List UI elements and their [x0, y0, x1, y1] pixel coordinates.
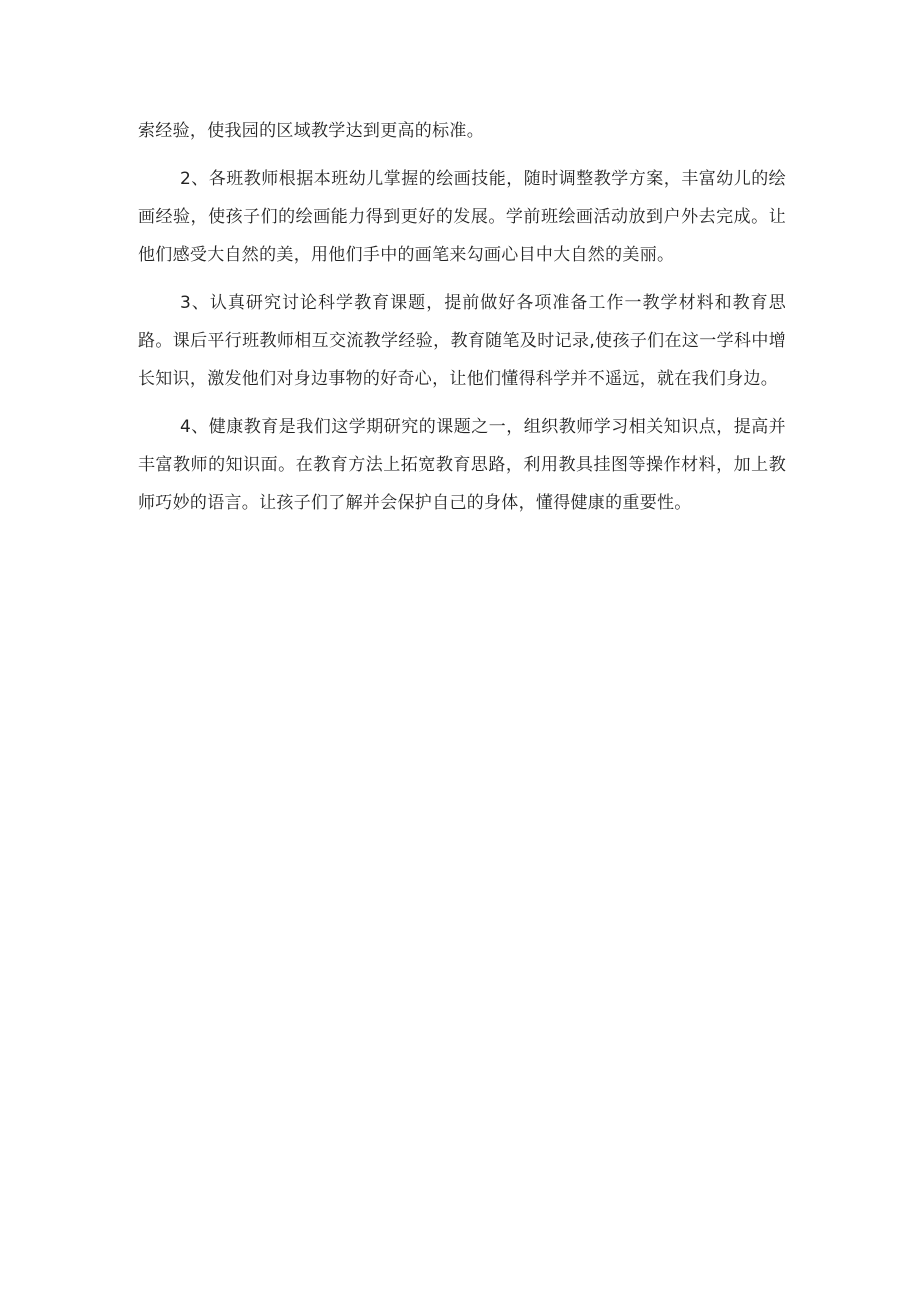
paragraph-item-3: 3、认真研究讨论科学教育课题，提前做好各项准备工作一教学材料和教育思路。课后平行班教师相互交流教学经验，教育随笔及时记录,使孩子们在这一学科中增长知识，激发他们对身边事物的好奇心，让他们懂得科学并不遥远，就在我们身边。 [138, 293, 786, 389]
paragraph-continuation: 索经验，使我园的区域教学达到更高的标准。 [138, 121, 484, 141]
paragraph-item-2: 2、各班教师根据本班幼儿掌握的绘画技能，随时调整教学方案，丰富幼儿的绘画经验，使孩子们的绘画能力得到更好的发展。学前班绘画活动放到户外去完成。让他们感受大自然的美，用他们手中的画笔来勾画心目中大自然的美丽。 [138, 169, 786, 265]
document-body [138, 112, 786, 532]
paragraph-item-4: 4、健康教育是我们这学期研究的课题之一，组织教师学习相关知识点，提高并丰富教师的知识面。在教育方法上拓宽教育思路，利用教具挂图等操作材料，加上教师巧妙的语言。让孩子们了解并会保护自己的身体，懂得健康的重要性。 [138, 417, 786, 513]
